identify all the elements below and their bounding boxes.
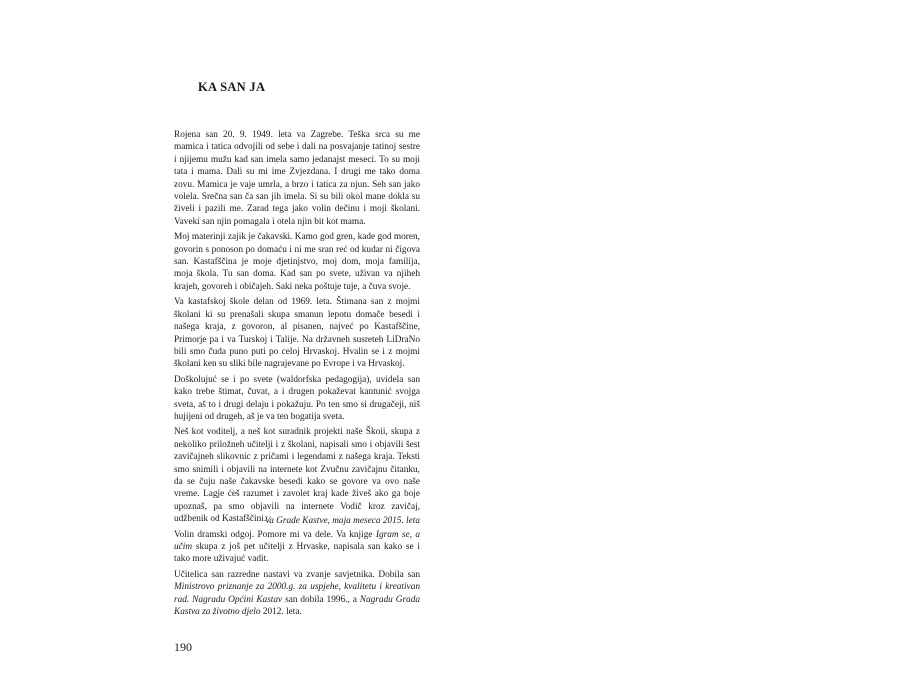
text-run: Neš kot voditelj, a neš kot suradnik projekti naše Škoii, skupa z nekoliko priložneh učitelji i z školani, napisali smo i objavili šest zavičajneh slikovnic z pričami i legendami z našega kraja. Teksti smo snimili i objavili na internete kot Zvučnu zavičajnu čitanku, da se čuju naše čakavske besedi kako se govore va ovo naše vreme. Lagje ćeš razumet i zavolet kraj kade živeš ako ga boje upoznaš, pa smo objavili na internete Vodič kroz zavičaj, udžbenik od Kastafščini.	[174, 427, 420, 525]
paragraph	[174, 374, 420, 424]
text-run: 2012. leta.	[260, 607, 302, 618]
paragraph	[174, 231, 420, 293]
text-run: san dobila 1996., a	[282, 594, 360, 605]
text-run: skupa z još pet učitelji z Hrvaske, napisala san kako se i tako more uživajuć vadit.	[174, 542, 420, 565]
award-name: Ministrovo priznanje za 2000.g. za uspjehe, kvalitetu i kreativan rad. Nagradu Općini Kastav	[174, 582, 420, 605]
text-run: Va kastafskoj škole delan od 1969. leta. Štimana san z mojmi školani ki su prenašali skupa smanun lepotu domače besedi i našega kraja, z govoron, al pisanen, najveć po Kastafščine, Primorje pa i va Turskoj i Talije. Na državneh susreteh LiDraNo bili smo čuda puno puti po celoj Hrvaskoj. Hvalin se i z mojmi školani ken su sliki bile nagrajevane po Evrope i va Hrvaskoj.	[174, 297, 420, 370]
text-run: Volin dramski odgoj. Pomore mi va dele. Va knjige	[174, 529, 376, 540]
book-title: Igram se, a učim	[174, 529, 420, 552]
text-run: Učitelica san razredne nastavi va zvanje savjetnika. Dobila san	[174, 569, 420, 580]
closing-signature: Va Grade Kastve, maja meseca 2015. leta	[264, 516, 420, 526]
paragraph	[174, 426, 420, 525]
text-run: Rojena san 20. 9. 1949. leta va Zagrebe. Teška srca su me mamica i tatica odvojili od sebe i dali na posvajanje tatinoj sestre i njijemu mužu kad san imela samo jedanajst meseci. To su moji tata i mama. Dali su mi ime Zvjezdana. I drugi me tako doma zovu. Mamica je vaje umrla, a brzo i tatica za njun. Seh san jako volela. Srečna san ča san jih imela. Si su bili okol mane dokla su živeli i pazili me. Zarad tega jako volin dečinu i moji školani. Vaveki san njin pomagala i otela njin bit kot mama.	[174, 130, 420, 227]
paragraph	[174, 569, 420, 619]
text-run: Moj materinji zajik je čakavski. Kamo god gren, kade god moren, govorin s ponoson po domaću i ni me sran reć od kudar ni čigova san. Kastafščina je moje djetinjstvo, moj dom, moja familija, moja škola. Tu san doma. Kad san po svete, uživan va njiheh krajeh, govoreh i običajeh. Saki neka poštuje tuje, a čuva svoje.	[174, 232, 420, 292]
page-number: 190	[174, 640, 192, 654]
paragraph	[174, 129, 420, 228]
text-run: Doškolujuć se i po svete (waldorfska pedagogija), uvidela san kako trebe štimat, čuvat, a i drugen pokaževat kantunić svojga sveta, aš to i drugi delaju i pokažuju. Po ten smo si drugačeji, niš hujijeni od drugeh, aš je va ten bogatija sveta.	[174, 374, 420, 422]
paragraph	[174, 296, 420, 370]
award-name: Nagradu Grada Kastva za životno djelo	[174, 594, 421, 618]
paragraph	[174, 529, 420, 566]
body-text	[174, 129, 420, 621]
page-title: KA SAN JA	[198, 80, 266, 94]
